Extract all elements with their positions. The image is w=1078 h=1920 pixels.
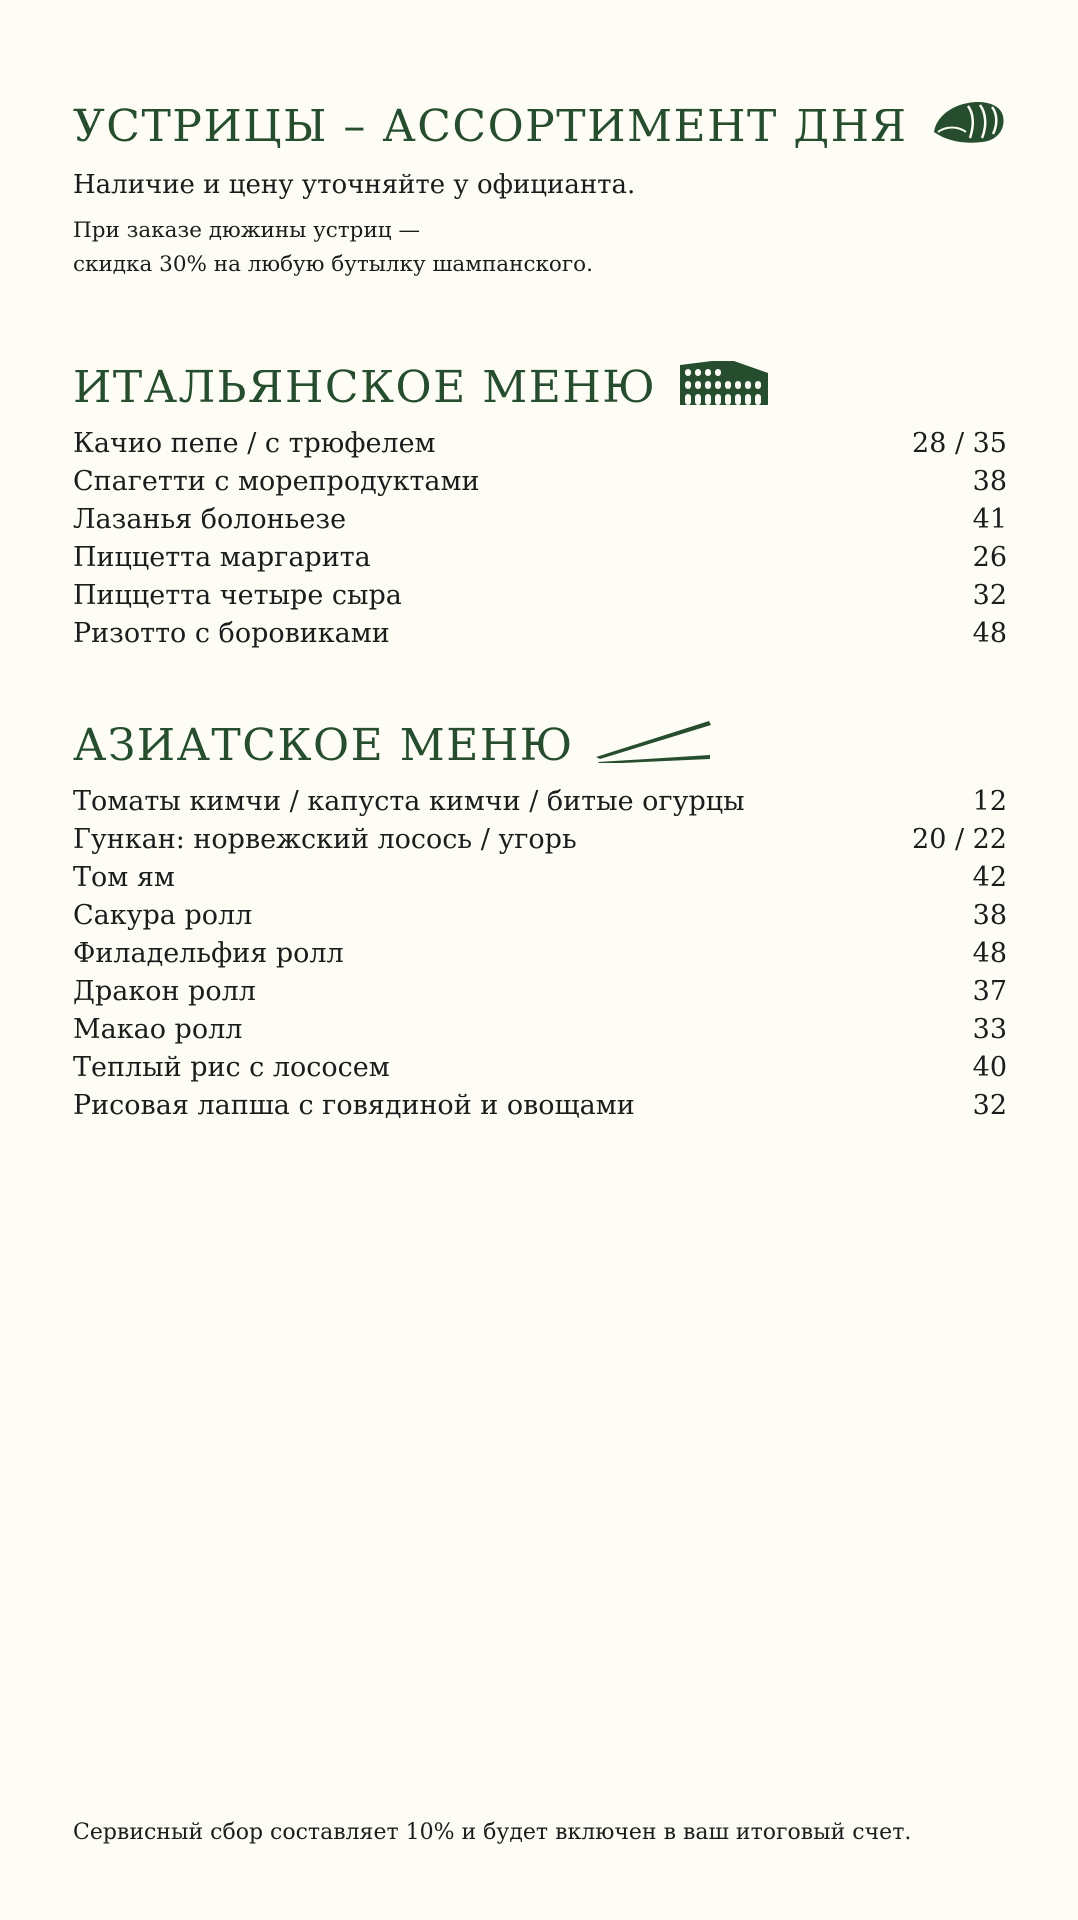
menu-item [73,1011,1007,1049]
menu-item-name: Рисовая лапша с говядиной и овощами [73,1090,635,1121]
asian-title: АЗИАТСКОЕ МЕНЮ [73,719,574,771]
menu-item [73,859,1007,897]
colosseum-icon [678,359,770,416]
menu-item [73,463,1007,501]
oysters-subtitle: Наличие и цену уточняйте у официанта. [73,170,636,200]
menu-item [73,501,1007,539]
menu-item-name: Лазанья болоньезе [73,504,347,535]
menu-item [73,973,1007,1011]
asian-heading [73,715,1007,775]
menu-item-name: Макао ролл [73,1014,243,1045]
menu-item-name: Сакура ролл [73,900,253,931]
menu-item-price: 41 [972,504,1007,535]
menu-item-name: Спагетти с морепродуктами [73,466,480,497]
menu-item [73,821,1007,859]
italian-section [73,357,1007,653]
menu-page [73,0,1007,1920]
menu-item [73,577,1007,615]
menu-item-price: 32 [972,1090,1007,1121]
oyster-icon [930,96,1006,157]
italian-heading [73,357,1007,417]
menu-item-name: Пиццетта четыре сыра [73,580,402,611]
italian-title: ИТАЛЬЯНСКОЕ МЕНЮ [73,361,657,413]
menu-item [73,1087,1007,1125]
menu-item-price: 38 [972,466,1007,497]
menu-item-name: Качио пепе / с трюфелем [73,428,436,459]
menu-item-price: 33 [972,1014,1007,1045]
menu-item [73,615,1007,653]
chopsticks-icon [596,717,712,774]
menu-item-name: Томаты кимчи / капуста кимчи / битые огурцы [73,786,745,817]
menu-item-name: Ризотто с боровиками [73,618,390,649]
menu-item-price: 26 [972,542,1007,573]
menu-item [73,539,1007,577]
menu-item [73,425,1007,463]
menu-item-name: Пиццетта маргарита [73,542,371,573]
menu-item [73,935,1007,973]
oysters-section [73,96,1007,282]
oysters-heading [73,96,1007,156]
menu-item-price: 12 [972,786,1007,817]
menu-item-name: Филадельфия ролл [73,938,344,969]
menu-item [73,897,1007,935]
service-charge-note: Сервисный сбор составляет 10% и будет включен в ваш итоговый счет. [73,1820,912,1845]
asian-section [73,715,1007,1125]
menu-item [73,783,1007,821]
oysters-note-line-1: При заказе дюжины устриц — [73,218,420,243]
menu-item-name: Теплый рис с лососем [73,1052,390,1083]
menu-item [73,1049,1007,1087]
oysters-title: УСТРИЦЫ – АССОРТИМЕНТ ДНЯ [73,100,908,152]
menu-item-price: 32 [972,580,1007,611]
menu-item-price: 20 / 22 [912,824,1007,855]
oysters-note-line-2: скидка 30% на любую бутылку шампанского. [73,252,593,277]
menu-item-name: Дракон ролл [73,976,256,1007]
menu-item-price: 42 [972,862,1007,893]
menu-item-price: 48 [972,938,1007,969]
asian-menu-list [73,783,1007,1125]
menu-item-price: 40 [972,1052,1007,1083]
menu-item-name: Гункан: норвежский лосось / угорь [73,824,577,855]
menu-item-name: Том ям [73,862,175,893]
menu-item-price: 48 [972,618,1007,649]
italian-menu-list [73,425,1007,653]
oysters-note [73,214,1007,282]
menu-item-price: 38 [972,900,1007,931]
menu-item-price: 28 / 35 [912,428,1007,459]
menu-item-price: 37 [972,976,1007,1007]
